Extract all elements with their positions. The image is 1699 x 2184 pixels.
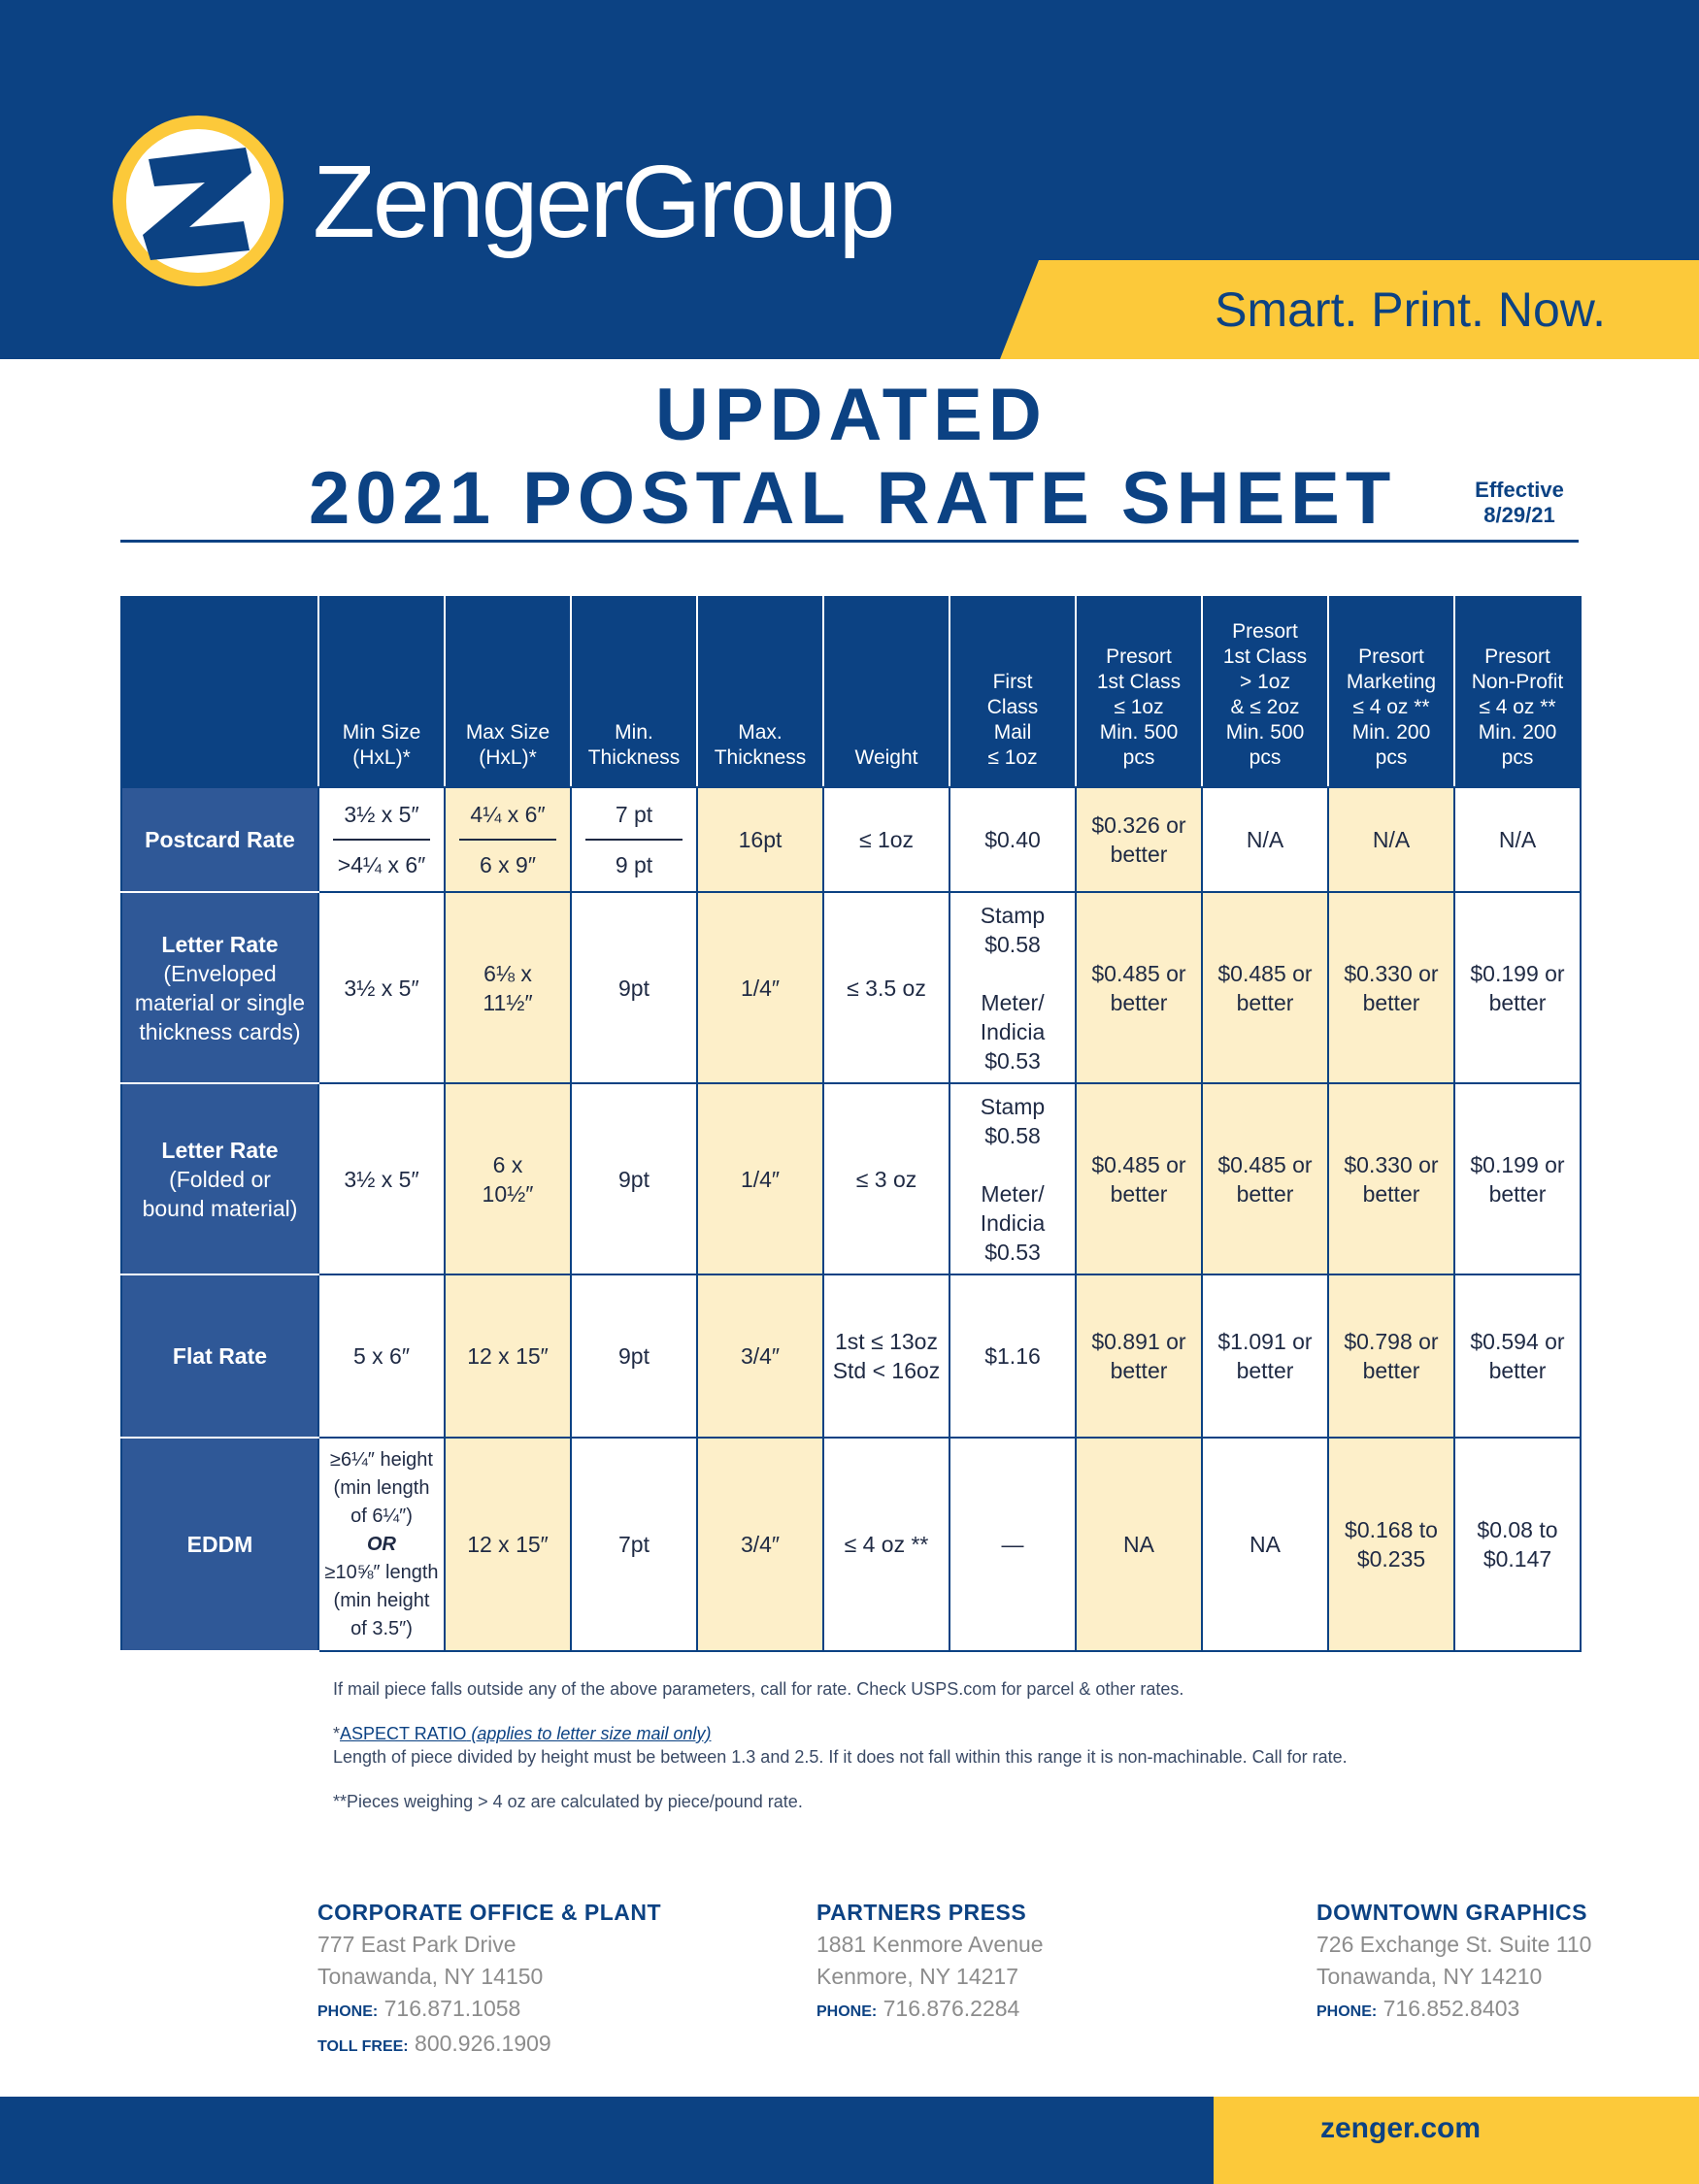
aspect-ratio-text: Length of piece divided by height must be between 1.3 and 2.5. If it does not fall within this range it is non-machinable. Call for rate.	[333, 1747, 1348, 1767]
office-partners-press	[816, 1897, 1044, 2028]
cell-presort-1st-1oz: $0.485 or better	[1076, 1083, 1202, 1274]
phone-number: 716.876.2284	[883, 1996, 1020, 2021]
cell-weight: ≤ 3.5 oz	[823, 892, 949, 1083]
cell-first-class: $1.16	[949, 1274, 1076, 1438]
postal-rate-table	[120, 596, 1582, 1652]
table-row-letter-enveloped	[121, 892, 1581, 1083]
cell-first-class: —	[949, 1438, 1076, 1651]
page-title-line1: UPDATED	[655, 374, 1048, 456]
brand-name: ZengerGroup	[313, 145, 893, 259]
office-address-line2: Tonawanda, NY 14150	[317, 1964, 544, 1989]
page-title-line2: 2021 POSTAL RATE SHEET	[309, 457, 1397, 540]
row-title-text: Letter Rate	[161, 931, 279, 957]
website-link[interactable]: zenger.com	[1320, 2112, 1482, 2144]
cell-presort-1st-2oz: $0.485 or better	[1202, 1083, 1328, 1274]
cell-presort-1st-2oz: $1.091 or better	[1202, 1274, 1328, 1438]
cell-min-size	[318, 787, 445, 892]
cell-marketing: $0.798 or better	[1328, 1274, 1454, 1438]
header-presort-marketing: Presort Marketing ≤ 4 oz ** Min. 200 pcs	[1328, 597, 1454, 787]
cell-non-profit: $0.199 or better	[1454, 892, 1581, 1083]
row-subtitle: (Folded or bound material)	[142, 1166, 298, 1221]
cell-presort-1st-1oz: $0.326 or better	[1076, 787, 1202, 892]
min-thickness-small: 7 pt	[585, 800, 683, 841]
cell-first-class: Stamp $0.58 Meter/ Indicia $0.53	[949, 892, 1076, 1083]
cell-non-profit: $0.08 to $0.147	[1454, 1438, 1581, 1651]
table-row-postcard	[121, 787, 1581, 892]
row-title-text: EDDM	[186, 1532, 253, 1557]
eddm-min-height-option: ≥6¼″ height (min length of 6¼″)	[330, 1448, 433, 1527]
phone-number: 716.871.1058	[383, 1996, 521, 2021]
cell-first-class: $0.40	[949, 787, 1076, 892]
phone-number: 716.852.8403	[1383, 1996, 1520, 2021]
cell-min-size: 3½ x 5″	[318, 892, 445, 1083]
note-star: **	[333, 1792, 348, 1811]
cell-max-thickness: 1/4″	[697, 1083, 823, 1274]
cell-max-thickness: 3/4″	[697, 1438, 823, 1651]
min-size-postcard-small: 3½ x 5″	[333, 800, 430, 841]
office-phone	[1316, 1993, 1591, 2028]
cell-min-size: 5 x 6″	[318, 1274, 445, 1438]
cell-non-profit: $0.199 or better	[1454, 1083, 1581, 1274]
min-size-postcard-large: >4¼ x 6″	[337, 852, 426, 877]
row-title	[121, 787, 318, 892]
table-row-eddm	[121, 1438, 1581, 1651]
table-header-row	[121, 597, 1581, 787]
cell-max-size: 12 x 15″	[445, 1438, 571, 1651]
zenger-logo-icon	[110, 113, 286, 289]
aspect-ratio-title: ASPECT RATIO	[340, 1724, 467, 1743]
note-aspect-ratio	[333, 1722, 1595, 1769]
cell-min-size	[318, 1438, 445, 1651]
cell-max-thickness: 16pt	[697, 787, 823, 892]
max-size-postcard-large: 6 x 9″	[479, 852, 536, 877]
cell-presort-1st-2oz: NA	[1202, 1438, 1328, 1651]
row-title	[121, 1274, 318, 1438]
toll-free-label: TOLL FREE:	[317, 2038, 409, 2055]
phone-label: PHONE:	[317, 2003, 379, 2020]
row-subtitle: (Enveloped material or single thickness cards)	[134, 960, 306, 1044]
cell-max-size: 12 x 15″	[445, 1274, 571, 1438]
cell-presort-1st-1oz: $0.485 or better	[1076, 892, 1202, 1083]
eddm-min-length-option: ≥10⅝″ length (min height of 3.5″)	[324, 1561, 439, 1639]
cell-non-profit: N/A	[1454, 787, 1581, 892]
office-title: DOWNTOWN GRAPHICS	[1316, 1900, 1587, 1925]
cell-min-thickness: 9pt	[571, 1083, 697, 1274]
footnotes	[333, 1677, 1595, 1835]
office-address-line2: Tonawanda, NY 14210	[1316, 1964, 1543, 1989]
phone-label: PHONE:	[816, 2003, 878, 2020]
header-max-size: Max Size (HxL)*	[445, 597, 571, 787]
header-max-thickness: Max. Thickness	[697, 597, 823, 787]
note-pieces-weighing	[333, 1790, 1595, 1813]
cell-marketing: N/A	[1328, 787, 1454, 892]
office-address-line1: 1881 Kenmore Avenue	[816, 1932, 1044, 1957]
office-corporate	[317, 1897, 661, 2063]
max-size-postcard-small: 4¼ x 6″	[459, 800, 556, 841]
table-row-flat	[121, 1274, 1581, 1438]
cell-weight: ≤ 4 oz **	[823, 1438, 949, 1651]
header-presort-1st-class-1oz: Presort 1st Class ≤ 1oz Min. 500 pcs	[1076, 597, 1202, 787]
row-title	[121, 1438, 318, 1651]
cell-presort-1st-2oz: N/A	[1202, 787, 1328, 892]
header-min-size: Min Size (HxL)*	[318, 597, 445, 787]
cell-min-thickness	[571, 787, 697, 892]
aspect-star: *	[333, 1724, 341, 1743]
row-title	[121, 892, 318, 1083]
cell-marketing: $0.330 or better	[1328, 1083, 1454, 1274]
cell-min-thickness: 7pt	[571, 1438, 697, 1651]
cell-presort-1st-1oz: NA	[1076, 1438, 1202, 1651]
aspect-ratio-applies: (applies to letter size mail only)	[466, 1724, 712, 1743]
header-corner	[121, 597, 318, 787]
cell-first-class: Stamp $0.58 Meter/ Indicia $0.53	[949, 1083, 1076, 1274]
tagline: Smart. Print. Now.	[1215, 282, 1606, 337]
title-divider	[120, 540, 1579, 543]
row-title-text: Letter Rate	[161, 1137, 279, 1163]
effective-label: Effective	[1475, 478, 1564, 502]
office-phone	[816, 1993, 1044, 2028]
office-address-line1: 777 East Park Drive	[317, 1932, 516, 1957]
eddm-or: OR	[367, 1533, 396, 1555]
cell-non-profit: $0.594 or better	[1454, 1274, 1581, 1438]
header-min-thickness: Min. Thickness	[571, 597, 697, 787]
table-row-letter-folded	[121, 1083, 1581, 1274]
office-address-line2: Kenmore, NY 14217	[816, 1964, 1018, 1989]
phone-label: PHONE:	[1316, 2003, 1378, 2020]
header-first-class: First Class Mail ≤ 1oz	[949, 597, 1076, 787]
cell-weight: ≤ 1oz	[823, 787, 949, 892]
row-title-text: Flat Rate	[172, 1343, 268, 1369]
office-toll-free	[317, 2028, 661, 2063]
cell-max-thickness: 3/4″	[697, 1274, 823, 1438]
office-phone	[317, 1993, 661, 2028]
row-title	[121, 1083, 318, 1274]
cell-weight: 1st ≤ 13oz Std < 16oz	[823, 1274, 949, 1438]
header-weight: Weight	[823, 597, 949, 787]
header-presort-1st-class-2oz: Presort 1st Class > 1oz & ≤ 2oz Min. 500 pcs	[1202, 597, 1328, 787]
cell-max-size	[445, 787, 571, 892]
cell-marketing: $0.330 or better	[1328, 892, 1454, 1083]
cell-min-thickness: 9pt	[571, 892, 697, 1083]
cell-presort-1st-1oz: $0.891 or better	[1076, 1274, 1202, 1438]
office-downtown-graphics	[1316, 1897, 1591, 2028]
cell-max-thickness: 1/4″	[697, 892, 823, 1083]
cell-weight: ≤ 3 oz	[823, 1083, 949, 1274]
effective-date	[1456, 478, 1582, 528]
min-thickness-large: 9 pt	[615, 852, 653, 877]
office-address-line1: 726 Exchange St. Suite 110	[1316, 1932, 1592, 1957]
office-title: PARTNERS PRESS	[816, 1900, 1027, 1925]
cell-presort-1st-2oz: $0.485 or better	[1202, 892, 1328, 1083]
cell-max-size: 6⅛ x 11½″	[445, 892, 571, 1083]
office-title: CORPORATE OFFICE & PLANT	[317, 1900, 662, 1925]
note-pieces-text: Pieces weighing > 4 oz are calculated by piece/pound rate.	[347, 1792, 803, 1811]
header-presort-non-profit: Presort Non-Profit ≤ 4 oz ** Min. 200 pcs	[1454, 597, 1581, 787]
toll-free-number: 800.926.1909	[415, 2031, 551, 2056]
cell-min-size: 3½ x 5″	[318, 1083, 445, 1274]
effective-value: 8/29/21	[1483, 503, 1555, 527]
cell-max-size: 6 x 10½″	[445, 1083, 571, 1274]
note-parameters: If mail piece falls outside any of the above parameters, call for rate. Check USPS.com for parcel & other rates.	[333, 1679, 1184, 1699]
aspect-ratio-link	[340, 1724, 711, 1743]
cell-marketing: $0.168 to $0.235	[1328, 1438, 1454, 1651]
row-title-text: Postcard Rate	[145, 827, 295, 852]
cell-min-thickness: 9pt	[571, 1274, 697, 1438]
